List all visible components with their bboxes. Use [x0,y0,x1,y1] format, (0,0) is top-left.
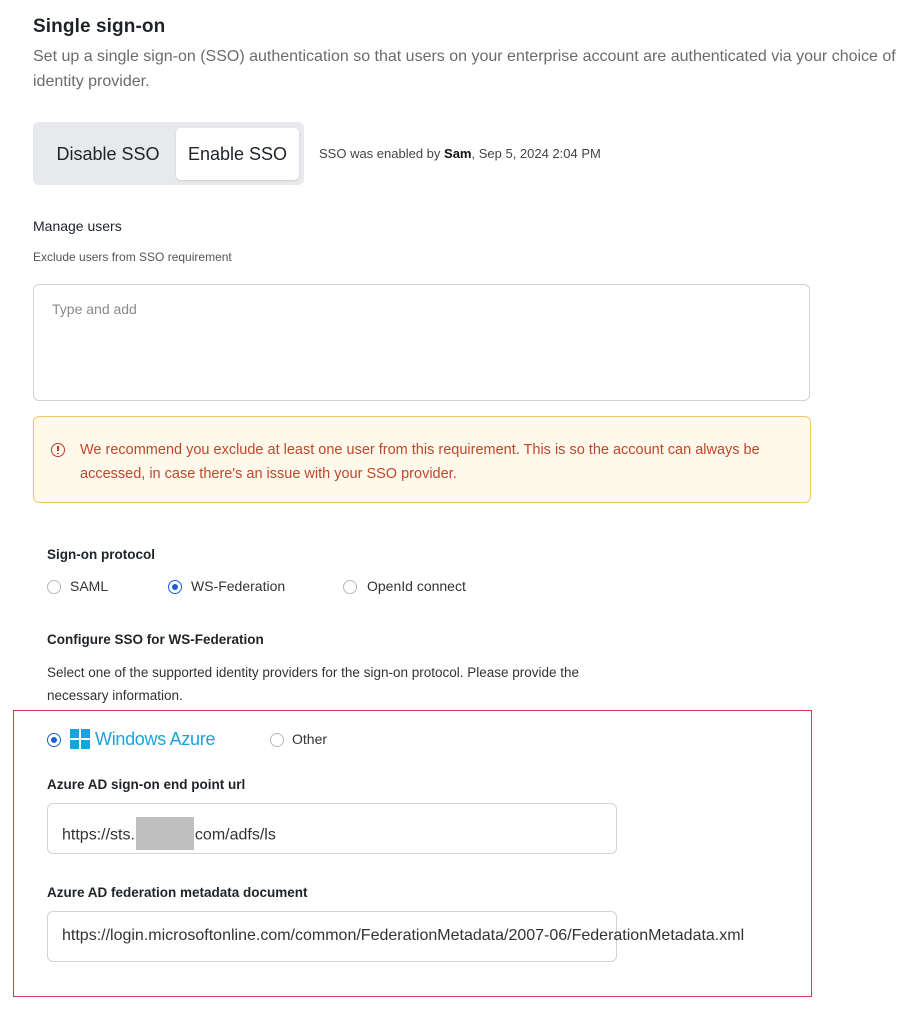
warning-banner [33,416,811,503]
sso-toggle [33,122,304,185]
endpoint-url-end: com/adfs/ls [194,826,276,844]
enable-sso-button[interactable]: Enable SSO [176,128,299,180]
sign-on-protocol-heading: Sign-on protocol [47,547,155,562]
status-prefix: SSO was enabled by [319,146,441,161]
metadata-document-label: Azure AD federation metadata document [47,885,308,900]
metadata-document-value: https://login.microsoftonline.com/common/FederationMetadata/2007-06/FederationMetadata.xml [62,927,745,944]
manage-users-subheading: Exclude users from SSO requirement [33,250,232,264]
radio-windows-azure[interactable] [47,733,61,747]
radio-openid-connect-label[interactable]: OpenId connect [367,578,466,594]
radio-openid-connect[interactable] [343,580,357,594]
radio-ws-federation[interactable] [168,580,182,594]
windows-azure-label[interactable]: Windows Azure [95,729,216,749]
status-user: Sam [444,146,472,161]
endpoint-url-label: Azure AD sign-on end point url [47,777,246,792]
sso-status [319,146,601,161]
radio-ws-federation-label[interactable]: WS-Federation [191,578,286,594]
redacted-block [136,817,194,850]
endpoint-url-value [62,819,276,852]
page-title: Single sign-on [33,16,166,37]
radio-other-label[interactable]: Other [292,731,328,747]
endpoint-url-field[interactable] [47,803,617,854]
windows-logo-icon [70,729,90,749]
page-description: Set up a single sign-on (SSO) authentication so that users on your enterprise account are authenticated via your choice of identity provider. [33,48,896,90]
radio-saml-label[interactable]: SAML [70,578,109,594]
radio-other[interactable] [270,733,284,747]
disable-sso-button[interactable]: Disable SSO [41,128,175,180]
manage-users-heading: Manage users [33,218,122,234]
metadata-document-field[interactable] [47,911,745,962]
configure-sso-heading: Configure SSO for WS-Federation [47,632,264,647]
endpoint-url-start: https://sts. [62,826,135,844]
warning-icon [51,443,65,457]
status-suffix: , Sep 5, 2024 2:04 PM [471,146,601,161]
radio-saml[interactable] [47,580,61,594]
exclude-users-box [33,284,810,401]
exclude-users-input[interactable] [52,301,792,381]
configure-sso-description: Select one of the supported identity providers for the sign-on protocol. Please provide the necessary information. [47,665,580,703]
warning-text: We recommend you exclude at least one user from this requirement. This is so the account can always be accessed, in case there's an issue with your SSO provider. [80,442,760,482]
